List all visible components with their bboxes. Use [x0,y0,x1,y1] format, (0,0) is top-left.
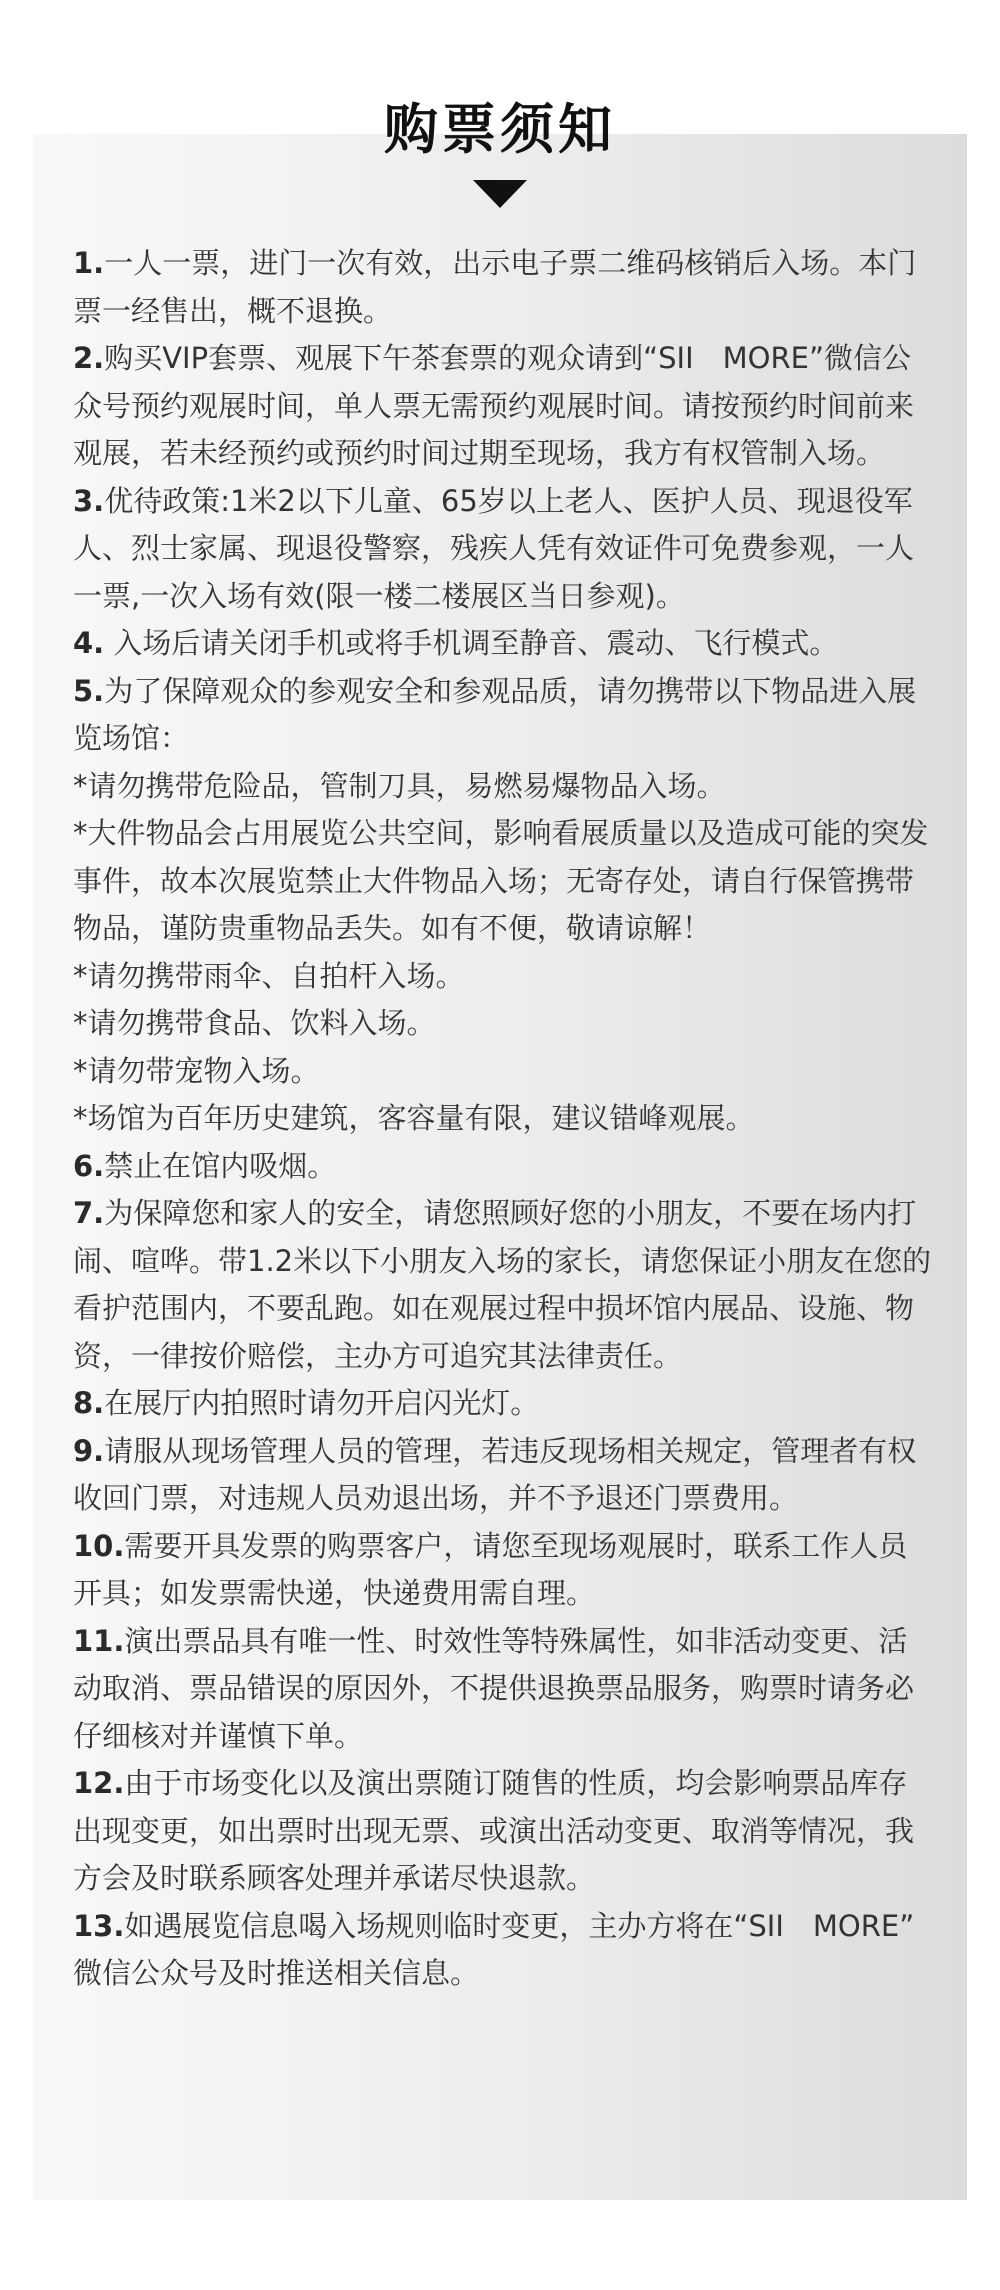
rule-item [73,1190,933,1380]
rule-number: 2. [73,341,105,375]
rule-text: 需要开具发票的购票客户，请您至现场观展时，联系工作人员开具；如发票需快递，快递费用需自理。 [73,1528,908,1610]
rule-subitem [73,1000,933,1048]
rule-text: *请勿携带危险品，管制刀具，易燃易爆物品入场。 [73,768,726,803]
rule-text: *场馆为百年历史建筑，客容量有限，建议错峰观展。 [73,1101,755,1135]
rule-text: 由于市场变化以及演出票随订随售的性质，均会影响票品库存出现变更，如出票时出现无票、或演出活动变更、取消等情况，我方会及时联系顾客处理并承诺尽快退款。 [73,1766,915,1895]
rule-item [73,668,933,763]
rule-item [73,1523,933,1618]
rule-item [73,1760,933,1903]
rule-text: 为了保障观众的参观安全和参观品质，请勿携带以下物品进入展览场馆： [73,673,917,755]
rule-text: 优待政策:1米2以下儿童、65岁以上老人、医护人员、现退役军人、烈士家属、现退役警察，残疾人凭有效证件可免费参观，一人一票,一次入场有效(限一楼二楼展区当日参观)。 [73,483,915,613]
rules-list [73,240,933,1998]
rule-subitem [73,1095,933,1143]
rule-item [73,1618,933,1761]
rule-text: 一人一票，进门一次有效，出示电子票二维码核销后入场。本门票一经售出，概不退换。 [73,246,917,328]
rule-item [73,240,933,335]
rule-item [73,620,933,668]
rule-number: 12. [73,1766,125,1800]
rule-number: 6. [73,1148,105,1183]
rule-text: 购买VIP套票、观展下午茶套票的观众请到“SII MORE”微信公众号预约观展时间，单人票无需预约观展时间。请按预约时间前来观展，若未经预约或预约时间过期至现场，我方有权管制入场。 [73,341,915,470]
rule-text: *请勿带宠物入场。 [73,1053,320,1088]
rule-text: *请勿携带雨伞、自拍杆入场。 [73,958,465,993]
rule-subitem [73,1048,933,1096]
rule-item [73,1428,933,1523]
rule-text: 如遇展览信息喝入场规则临时变更，主办方将在“SII MORE”微信公众号及时推送相关信息。 [73,1908,915,1990]
rule-number: 3. [73,483,105,518]
rule-number: 10. [73,1528,125,1563]
rule-item [73,1380,933,1428]
rule-subitem [73,953,933,1001]
rule-number: 5. [73,673,105,708]
rule-text: 禁止在馆内吸烟。 [104,1148,337,1183]
rule-number: 7. [73,1196,105,1230]
page-title: 购票须知 [384,98,616,161]
rule-number: 13. [73,1908,125,1943]
rule-text: 演出票品具有唯一性、时效性等特殊属性，如非活动变更、活动取消、票品错误的原因外，不提供退换票品服务，购票时请务必仔细核对并谨慎下单。 [73,1623,915,1753]
rule-number: 8. [73,1386,105,1420]
rule-number: 1. [73,246,105,280]
rule-text: *请勿携带食品、饮料入场。 [73,1006,436,1040]
rule-item [73,335,933,478]
rule-number: 9. [73,1433,105,1468]
rule-text: 为保障您和家人的安全，请您照顾好您的小朋友，不要在场内打闹、喧哗。带1.2米以下小朋友入场的家长，请您保证小朋友在您的看护范围内，不要乱跑。如在观展过程中损坏馆内展品、设施、物资，一律按价赔偿，主办方可追究其法律责任。 [73,1196,932,1373]
rule-number: 4. [73,626,105,660]
rule-text: *大件物品会占用展览公共空间，影响看展质量以及造成可能的突发事件，故本次展览禁止大件物品入场；无寄存处，请自行保管携带物品，谨防贵重物品丢失。如有不便，敬请谅解！ [73,816,929,945]
rule-text: 入场后请关闭手机或将手机调至静音、震动、飞行模式。 [104,626,839,660]
rule-item [73,478,933,621]
rule-text: 请服从现场管理人员的管理，若违反现场相关规定，管理者有权收回门票，对违规人员劝退出场，并不予退还门票费用。 [73,1433,917,1515]
down-triangle-icon [473,180,527,208]
rule-item [73,1903,933,1998]
rule-item [73,1143,933,1191]
rule-number: 11. [73,1623,125,1658]
rule-subitem [73,810,933,953]
rule-subitem [73,763,933,811]
rule-text: 在展厅内拍照时请勿开启闪光灯。 [104,1386,540,1420]
